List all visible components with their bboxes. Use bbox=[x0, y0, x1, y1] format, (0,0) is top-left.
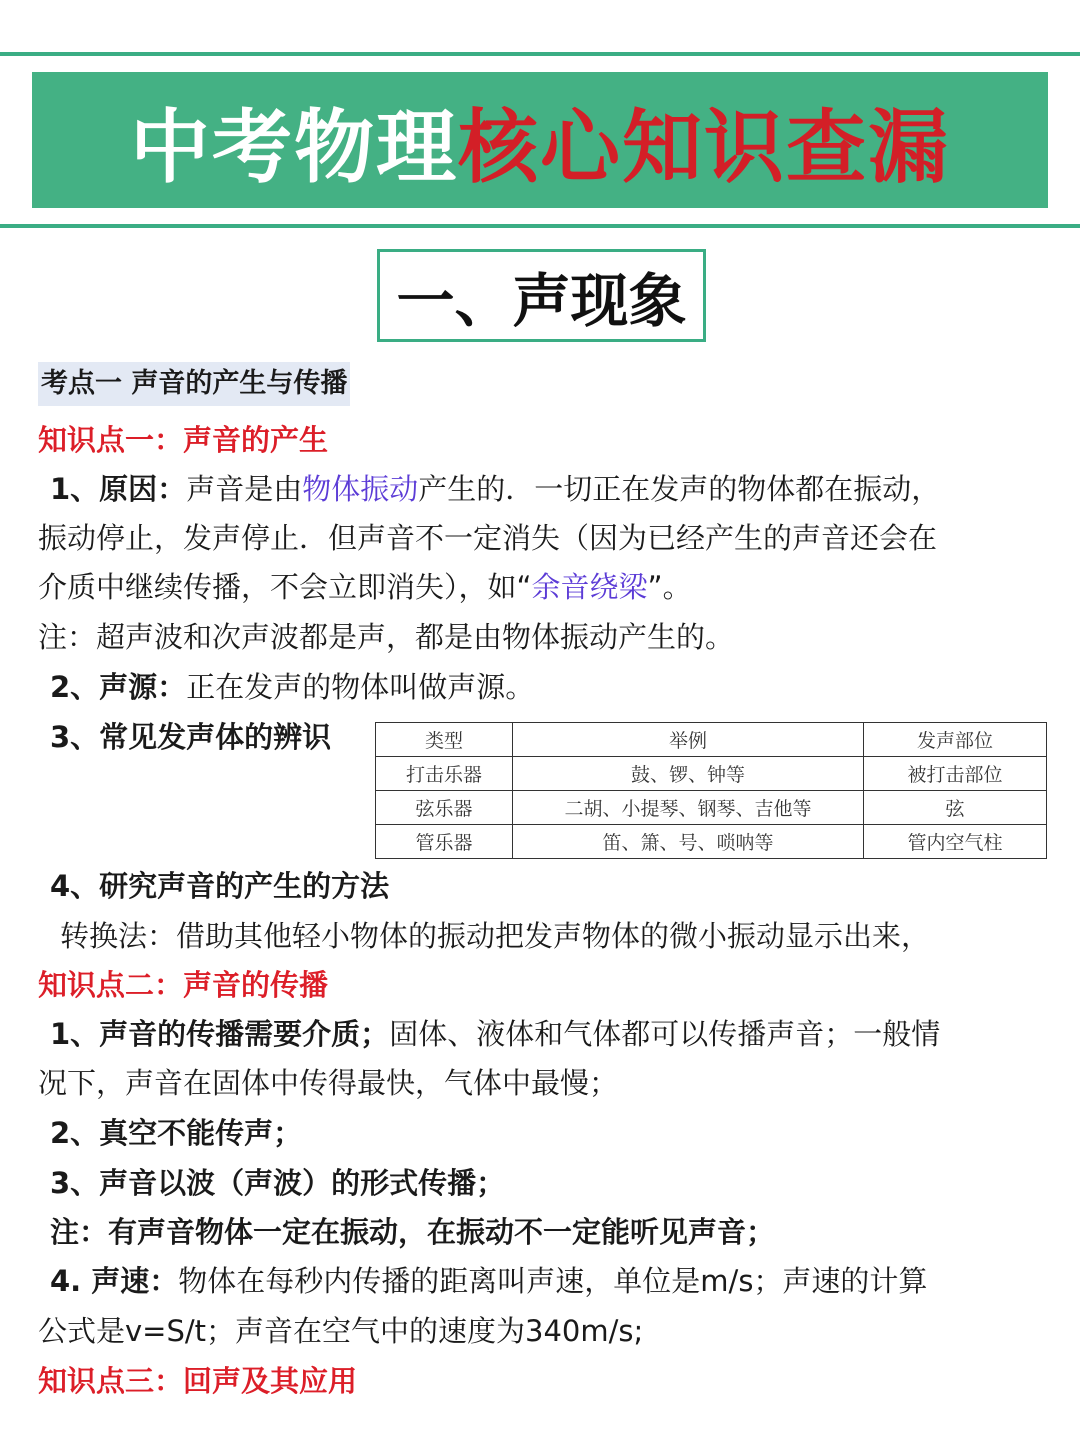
kp1-p1-b: 产生的．一切正在发声的物体都在振动， bbox=[418, 472, 941, 506]
table-header-cell: 举例 bbox=[513, 723, 864, 757]
table-cell: 被打击部位 bbox=[864, 757, 1047, 791]
kp2-p1-label: 1、声音的传播需要介质； bbox=[50, 1017, 390, 1051]
table-cell: 笛、箫、号、唢呐等 bbox=[513, 825, 864, 859]
kp1-p1-line3b: ”。 bbox=[647, 570, 692, 604]
kp1-p1-line1 bbox=[50, 469, 940, 509]
kp1-p4-label: 4、研究声音的产生的方法 bbox=[50, 869, 390, 903]
kp1-p1-label: 1、原因： bbox=[50, 472, 187, 506]
table-cell: 管内空气柱 bbox=[864, 825, 1047, 859]
banner-title-white: 中考物理 bbox=[130, 99, 458, 194]
title-banner bbox=[32, 72, 1048, 208]
table-header-cell: 发声部位 bbox=[864, 723, 1047, 757]
kp3-title: 知识点三：回声及其应用 bbox=[38, 1364, 358, 1398]
table-cell: 弦乐器 bbox=[376, 791, 513, 825]
kp2-p1-text: 固体、液体和气体都可以传播声音；一般情 bbox=[389, 1017, 941, 1051]
table-row bbox=[376, 757, 1047, 791]
kp1-p1-a: 声音是由 bbox=[186, 472, 303, 506]
kp1-p1-line3a: 介质中继续传播，不会立即消失），如“ bbox=[38, 570, 532, 604]
kp1-p1-line2: 振动停止，发声停止．但声音不一定消失（因为已经产生的声音还会在 bbox=[38, 521, 938, 555]
kp2-note: 注：有声音物体一定在振动，在振动不一定能听见声音； bbox=[50, 1215, 776, 1249]
kp1-p1-line3 bbox=[38, 567, 692, 607]
kp2-p4-label: 4. 声速： bbox=[50, 1264, 179, 1298]
table-header-row bbox=[376, 723, 1047, 757]
sound-source-table bbox=[375, 722, 1047, 859]
kp2-p4-line1 bbox=[50, 1261, 927, 1301]
kp2-p4-line2: 公式是v=S/t；声音在空气中的速度为340m/s; bbox=[38, 1314, 644, 1348]
kp1-p1-highlight: 物体振动 bbox=[302, 472, 419, 506]
table-cell: 鼓、锣、钟等 bbox=[513, 757, 864, 791]
section-title: 一、声现象 bbox=[377, 249, 706, 342]
kp1-p1-line3-highlight: 余音绕梁 bbox=[531, 570, 648, 604]
kp1-note: 注：超声波和次声波都是声，都是由物体振动产生的。 bbox=[38, 620, 735, 654]
table-cell: 弦 bbox=[864, 791, 1047, 825]
kp2-title: 知识点二：声音的传播 bbox=[38, 968, 329, 1002]
kp2-p1-line1 bbox=[50, 1014, 940, 1054]
table-header-cell: 类型 bbox=[376, 723, 513, 757]
table-cell: 管乐器 bbox=[376, 825, 513, 859]
kp1-title: 知识点一：声音的产生 bbox=[38, 423, 329, 457]
kp1-p2 bbox=[50, 667, 534, 707]
kp1-p3-label: 3、常见发声体的辨识 bbox=[50, 720, 332, 754]
top-rule bbox=[0, 52, 1080, 56]
kp2-p2: 2、真空不能传声； bbox=[50, 1116, 303, 1150]
kp1-p2-text: 正在发声的物体叫做声源。 bbox=[186, 670, 535, 704]
table-row bbox=[376, 791, 1047, 825]
kp2-p1-line2: 况下，声音在固体中传得最快，气体中最慢； bbox=[38, 1066, 619, 1100]
kp1-p2-label: 2、声源： bbox=[50, 670, 187, 704]
topic-heading: 考点一 声音的产生与传播 bbox=[38, 362, 350, 406]
table-cell: 打击乐器 bbox=[376, 757, 513, 791]
table-cell: 二胡、小提琴、钢琴、吉他等 bbox=[513, 791, 864, 825]
kp1-p4-text: 转换法：借助其他轻小物体的振动把发声物体的微小振动显示出来， bbox=[60, 919, 931, 953]
kp2-p4-text: 物体在每秒内传播的距离叫声速，单位是m/s；声速的计算 bbox=[178, 1264, 928, 1298]
table-row bbox=[376, 825, 1047, 859]
banner-title-red: 核心知识查漏 bbox=[458, 99, 950, 194]
kp2-p3: 3、声音以波（声波）的形式传播； bbox=[50, 1166, 506, 1200]
bottom-rule bbox=[0, 224, 1080, 228]
